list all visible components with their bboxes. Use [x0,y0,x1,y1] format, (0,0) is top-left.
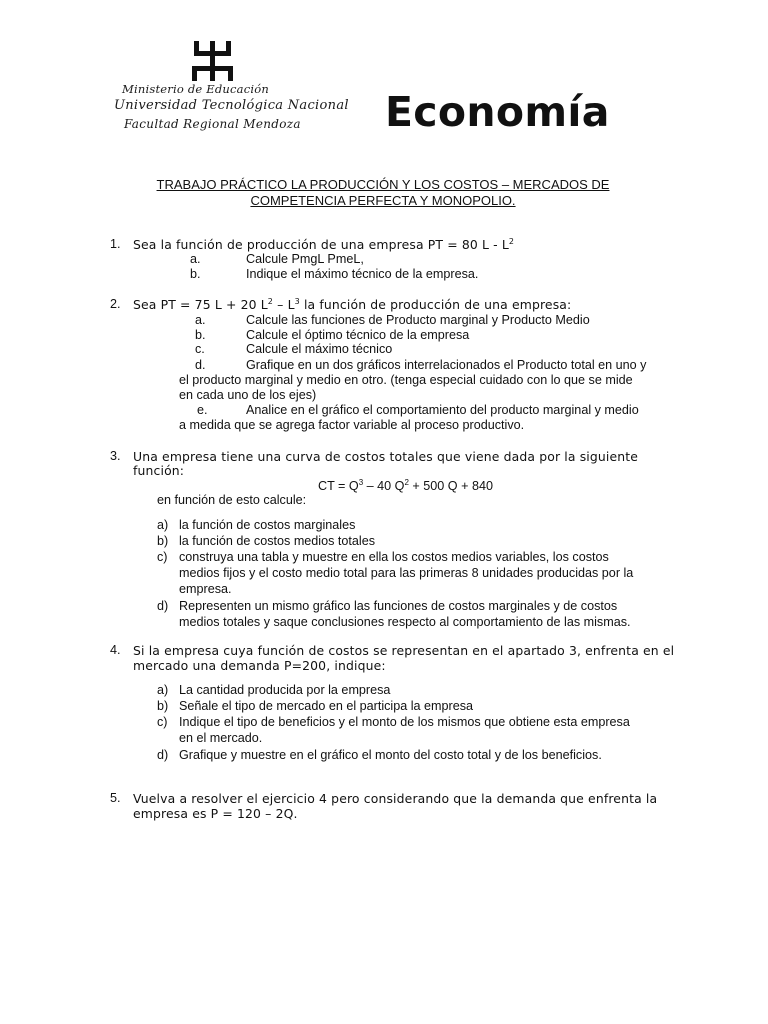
superscript: 3 [294,297,300,306]
stem-text: Sea PT = 75 L + 20 L [133,297,268,312]
subtitle-line-1: TRABAJO PRÁCTICO LA PRODUCCIÓN Y LOS COSTOS – MERCADOS DE [156,177,610,192]
item-text: construya una tabla y muestre en ella los costos medios variables, los costos [179,550,609,564]
item-text: Indique el tipo de beneficios y el monto de los mismos que obtiene esta empresa [179,715,630,729]
item-text: Grafique en un dos gráficos interrelacionados el Producto total en uno y [246,358,647,372]
formula-text: CT = Q [318,479,359,493]
question-number: 5. [110,791,121,805]
item-text: Analice en el gráfico el comportamiento del producto marginal y medio [246,403,639,417]
institution-ministry: Ministerio de Educación [122,82,269,96]
formula-text: – 40 Q [363,479,405,493]
item-continuation: a medida que se agrega factor variable al proceso productivo. [179,418,525,432]
stem-text: la función de producción de una empresa: [299,297,572,312]
superscript: 2 [404,478,409,487]
superscript: 3 [358,478,364,487]
item-text: Calcule el óptimo técnico de la empresa [246,328,470,342]
institution-faculty: Facultad Regional Mendoza [124,117,301,131]
stem-text: Sea la función de producción de una empresa PT = 80 L - L [133,237,509,252]
question-stem-line: empresa es P = 120 – 2Q. [133,806,298,821]
subtitle-line-2: COMPETENCIA PERFECTA Y MONOPOLIO. [250,192,516,208]
superscript: 2 [508,237,515,246]
item-text: Calcule las funciones de Producto marginal y Producto Medio [246,313,590,327]
cost-formula [318,479,493,494]
question-number: 3. [110,449,121,463]
document-title: Economía [385,88,610,136]
question-stem [133,237,514,252]
item-text: en el mercado. [179,731,263,745]
item-text: medios fijos y el costo medio total para las primeras 8 unidades producidas por la [179,566,634,580]
question-stem-line: función: [133,463,185,478]
item-label: b. [195,328,206,342]
item-text: La cantidad producida por la empresa [179,683,391,697]
item-text: medios totales y saque conclusiones respecto al comportamiento de las mismas. [179,615,631,629]
question-stem-line: Una empresa tiene una curva de costos totales que viene dada por la siguiente [133,449,639,464]
item-text: Calcule el máximo técnico [246,342,393,356]
utn-logo-icon [186,41,238,81]
item-text: Indique el máximo técnico de la empresa. [246,267,479,281]
item-text: la función de costos marginales [179,518,356,532]
item-label: a) [157,683,169,697]
item-text: empresa. [179,582,232,596]
item-text: Señale el tipo de mercado en el participa la empresa [179,699,474,713]
item-text: la función de costos medios totales [179,534,376,548]
document-subtitle [110,177,656,208]
question-stem-line: Si la empresa cuya función de costos se representan en el apartado 3, enfrenta en el [133,643,675,658]
question-stem-line: mercado una demanda P=200, indique: [133,658,386,673]
item-label: b. [190,267,201,281]
item-label: d. [195,358,206,372]
item-label: b) [157,534,169,548]
item-label: a. [195,313,206,327]
question-intro: en función de esto calcule: [157,493,307,507]
item-continuation: en cada uno de los ejes) [179,388,317,402]
item-label: e. [197,403,208,417]
question-number: 2. [110,297,121,311]
item-label: c. [195,342,205,356]
item-label: d) [157,599,169,613]
item-text: Calcule PmgL PmeL, [246,252,364,266]
item-continuation: el producto marginal y medio en otro. (tenga especial cuidado con lo que se mide [179,373,633,387]
item-label: c) [157,715,168,729]
superscript: 2 [267,297,274,306]
institution-university: Universidad Tecnológica Nacional [114,98,349,113]
question-stem [133,297,571,312]
formula-text: + 500 Q + 840 [408,479,493,493]
item-text: Representen un mismo gráfico las funciones de costos marginales y de costos [179,599,618,613]
item-label: b) [157,699,169,713]
item-label: d) [157,748,169,762]
question-stem-line: Vuelva a resolver el ejercicio 4 pero considerando que la demanda que enfrenta la [133,791,658,806]
item-label: a. [190,252,201,266]
item-label: c) [157,550,168,564]
item-label: a) [157,518,169,532]
question-number: 4. [110,643,121,657]
question-number: 1. [110,237,121,251]
item-text: Grafique y muestre en el gráfico el monto del costo total y de los beneficios. [179,748,602,762]
stem-text: – L [273,297,295,312]
